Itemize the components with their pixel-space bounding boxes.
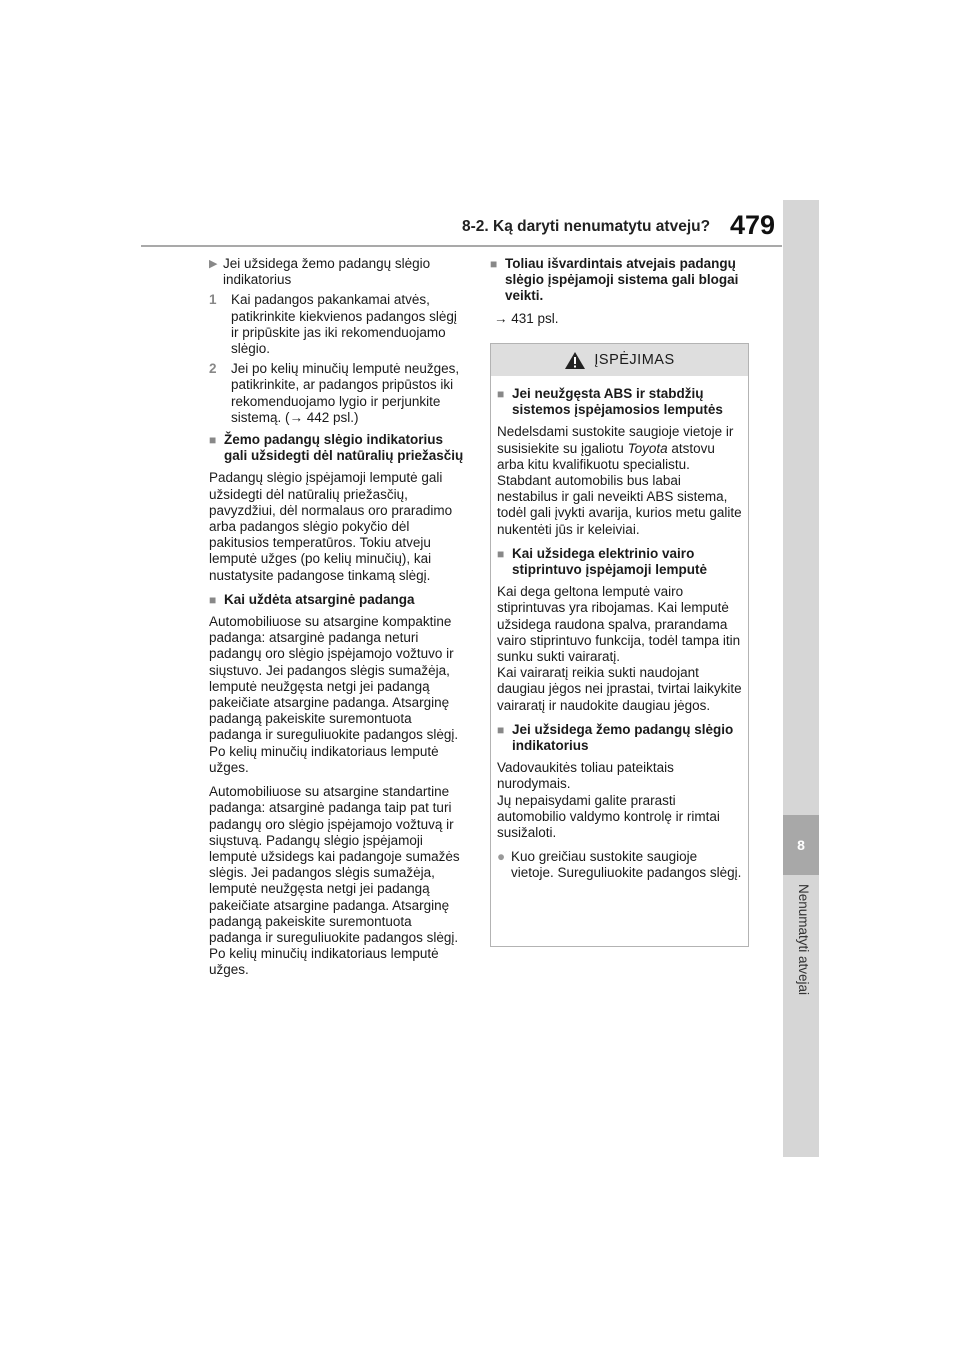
square-bullet-icon: ■ — [490, 257, 498, 271]
step-number: 1 — [209, 292, 217, 308]
paragraph: Kai dega geltona lemputė vairo stiprintuvas yra ribojamas. Kai lemputė užsidega raudona spalva, prarandama vairo stiprintuvo funkcija, todėl tampa itin sunku sukti vairaratį. — [497, 584, 741, 665]
brand-name: Toyota — [627, 440, 668, 456]
warning-triangle-icon — [564, 351, 586, 370]
warning-body — [491, 376, 748, 882]
triangle-list-item — [209, 256, 467, 288]
heading-text: Kai uždėta atsarginė padanga — [224, 591, 415, 607]
paragraph: Automobiliuose su atsargine kompaktine padanga: atsarginė padanga neturi padangų oro slėgio įspėjamojo vožtuvo ir siųstuvo. Jei padangos slėgis sumažėja, lemputė neužgęsta netgi jei padangą pakeičiate atsargine padanga. Atsarginę padangą pakeiskite suremontuota padanga ir sureguliuokite padangos slėgį. Po kelių minučių indikatoriaus lemputė užges. — [209, 614, 459, 775]
text-span: atstovu arba kitu kvalifikuotu specialistu. — [497, 440, 715, 472]
section-title: 8-2. Ką daryti nenumatytu atveju? — [462, 218, 711, 235]
step-text: Jei po kelių minučių lemputė neužges, patikrinkite, ar padangos pripūstos iki rekomenduojamo lygio ir perjunkite sistemą. (→ 442 psl.) — [231, 361, 460, 425]
warning-heading — [497, 722, 742, 754]
page-number: 479 — [730, 210, 776, 240]
paragraph: Vadovaukitės toliau pateiktais nurodymais. — [497, 760, 674, 792]
square-bullet-icon: ■ — [497, 546, 505, 561]
square-bullet-icon: ■ — [209, 592, 217, 607]
heading-text: Jei neužgęsta ABS ir stabdžių sistemos įspėjamosios lemputės — [512, 386, 723, 418]
square-bullet-icon: ■ — [497, 387, 505, 401]
header-divider — [141, 245, 782, 247]
chapter-number: 8 — [783, 815, 819, 875]
paragraph — [497, 424, 742, 473]
paragraph: Padangų slėgio įspėjamoji lemputė gali užsidegti dėl natūralių priežasčių, pavyzdžiui, dėl normalaus oro praradimo arba padangos slėgio pokyčio dėl pakitusios temperatūros. Tokiu atveju lemputė užges (po kelių minučių), kai nustatysite padangose tinkamą slėgį. — [209, 470, 453, 583]
step-text: Kai padangos pakankamai atvės, patikrinkite kiekvienos padangos slėgį ir pripūskite jas iki rekomenduojamo slėgio. — [231, 292, 457, 357]
triangle-bullet-icon: ▶ — [209, 258, 218, 270]
triangle-item-text: Jei užsidega žemo padangų slėgio indikatorius — [223, 256, 431, 288]
paragraph: Stabdant automobilis bus labai nestabilus ir gali neveikti ABS sistema, todėl gali įvykti avarija, kurios metu galite nukentėti jūs ir keleiviai. — [497, 473, 742, 537]
warning-title: ĮSPĖJIMAS — [594, 352, 675, 368]
chapter-label: Nenumatyti atvejai — [796, 884, 811, 996]
heading-text: Kai užsidega elektrinio vairo stiprintuvo įspėjamoji lemputė — [512, 545, 708, 578]
circle-bullet-icon: ● — [497, 849, 506, 865]
warning-heading — [497, 386, 742, 418]
section-heading — [209, 432, 467, 464]
paragraph: Automobiliuose su atsargine standartine padanga: atsarginė padanga taip pat turi padangų oro slėgio įspėjamojo vožtuvą ir siųstuvą. Padangų slėgio įspėjamoji lemputė užsidegs kai padangoje sumažės slėgis. Jei padangos slėgis sumažėja, lemputė neužgęsta netgi jei padangą pakeičiate atsargine padanga. Atsarginę padangą pakeiskite suremontuota padanga ir sureguliuokite padangos slėgį. Po kelių minučių indikatoriaus lemputė užges. — [209, 784, 460, 978]
square-bullet-icon: ■ — [497, 722, 505, 737]
step-number: 2 — [209, 361, 217, 377]
warning-box — [490, 343, 749, 947]
warning-heading — [497, 546, 742, 578]
page-reference: → 431 psl. — [494, 310, 559, 326]
warning-header — [491, 344, 748, 376]
chapter-side-tab — [783, 200, 819, 1157]
dot-item-text: Kuo greičiau sustokite saugioje vietoje. Sureguliuokite padangos slėgį. — [511, 849, 742, 881]
heading-text: Toliau išvardintais atvejais padangų slėgio įspėjamoji sistema gali blogai veikti. — [505, 256, 739, 304]
section-heading — [490, 256, 752, 305]
text-span: Nedelsdami sustokite saugioje vietoje ir susisiekite su įgaliotu — [497, 424, 734, 456]
left-column — [209, 256, 467, 987]
square-bullet-icon: ■ — [209, 433, 217, 448]
paragraph: Kai vairaratį reikia sukti naudojant daugiau jėgos nei įprastai, tvirtai laikykite vairaratį ir naudokite daugiau jėgos. — [497, 665, 742, 713]
dot-list-item — [497, 849, 742, 881]
right-column-top — [490, 256, 752, 327]
section-heading — [209, 592, 467, 608]
heading-text: Žemo padangų slėgio indikatorius gali užsidegti dėl natūralių priežasčių — [224, 432, 464, 464]
heading-text: Jei užsidega žemo padangų slėgio indikatorius — [512, 721, 734, 754]
step-item-1 — [209, 292, 467, 357]
step-item-2 — [209, 361, 467, 426]
paragraph: Jų nepaisydami galite prarasti automobilio valdymo kontrolę ir rimtai susižaloti. — [497, 792, 720, 841]
